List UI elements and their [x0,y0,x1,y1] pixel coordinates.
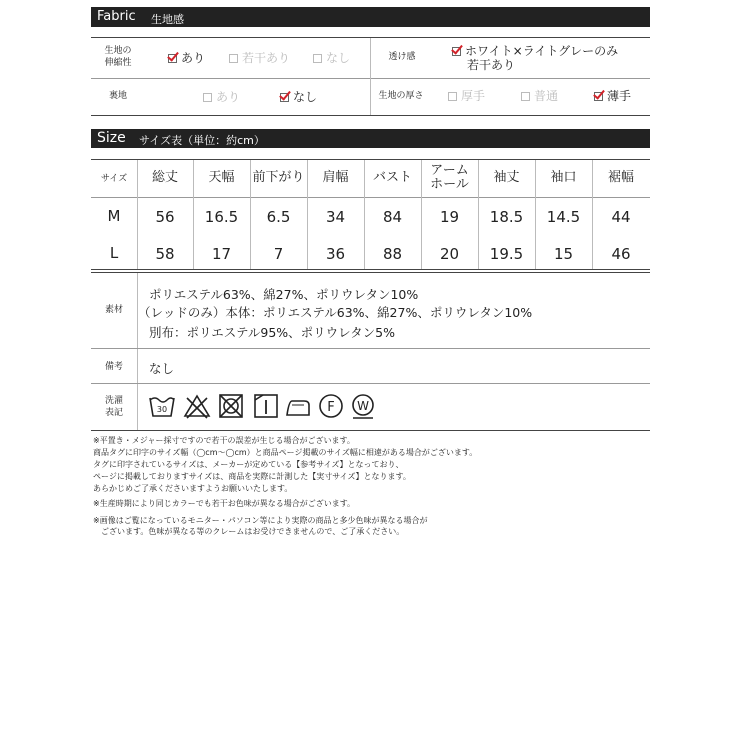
table-cell: 7 [273,245,284,263]
care-label: 洗濯 表記 [104,396,123,418]
note-line: ※画像はご覧になっているモニター・パソコン等により実際の商品と多少色味が異なる場合が [93,516,428,525]
stretch-option-slight: 若干あり [229,51,290,65]
checkbox-empty-icon [448,92,457,101]
note-line: 商品タグに印字のサイズ幅（◯cm〜◯cm）と商品ページ掲載のサイズ幅に相違がある場合がございます。 [93,448,478,457]
stretch-label: 生地の 伸縮性 [104,46,132,68]
table-cell: 20 [439,245,460,263]
thickness-option-thick: 厚手 [448,89,485,103]
col-header-hem: 裾幅 [607,170,634,185]
checkbox-empty-icon [521,92,530,101]
dry-clean-f-icon [317,392,345,420]
col-header-neck-width: 天幅 [208,170,235,185]
lining-option-no: なし [280,90,317,104]
svg-text:W: W [357,399,369,413]
material-line: （レッドのみ）本体：ポリエステル63%、綿27%、ポリウレタン10% [138,305,533,320]
checkbox-checked-icon [280,93,289,102]
checkbox-empty-icon [313,54,322,63]
col-header-size: サイズ [100,174,128,184]
note-line: ※平置き・メジャー採寸ですので若干の誤差が生じる場合がございます。 [93,436,355,445]
table-cell: 36 [325,245,346,263]
stretch-option-none: なし [313,51,350,65]
thickness-label: 生地の厚さ [378,91,424,101]
size-header-en: Size [97,130,126,146]
checkbox-empty-icon [229,54,238,63]
svg-text:F: F [327,400,335,415]
col-header-cuff: 袖口 [550,170,577,185]
size-header-bar [91,129,650,148]
size-header-jp: サイズ表（単位：約cm） [139,134,265,147]
table-cell: 44 [611,208,631,226]
remarks-label: 備考 [104,362,123,372]
table-cell: 84 [382,208,403,226]
note-line: あらかじめご了承くださいますようお願いいたします。 [93,484,293,493]
checkbox-checked-icon [594,92,603,101]
table-cell: 19 [439,208,460,226]
no-bleach-icon [183,392,211,420]
table-cell: 19.5 [489,245,524,263]
thickness-option-normal: 普通 [521,89,558,103]
sheer-option: ホワイト×ライトグレーのみ 若干あり [452,44,618,72]
row-size-label: L [109,244,119,262]
stretch-option-yes: あり [168,51,205,65]
col-header-bust: バスト [372,170,412,185]
material-label: 素材 [104,305,123,315]
fabric-header-bar [91,7,650,27]
thickness-option-thin: 薄手 [594,89,631,103]
table-cell: 15 [553,245,574,263]
col-header-sleeve-length: 袖丈 [493,170,520,185]
fabric-header-en: Fabric [97,9,136,24]
lining-label: 裏地 [108,91,127,101]
table-cell: 46 [611,245,631,263]
material-line: ポリエステル63%、綿27%、ポリウレタン10% [149,287,419,302]
checkbox-checked-icon [452,47,461,56]
hand-wash-30-icon [148,392,176,420]
note-line: ※生産時期により同じカラーでも若干お色味が異なる場合がございます。 [93,499,356,508]
table-cell: 14.5 [546,208,581,226]
table-cell: 56 [155,208,175,226]
checkbox-empty-icon [203,93,212,102]
table-cell: 58 [155,245,175,263]
wet-clean-w-icon [349,392,377,420]
material-line: 別布：ポリエステル95%、ポリウレタン5% [149,325,395,340]
table-cell: 17 [211,245,232,263]
note-line: ございます。色味が異なる等のクレームはお受けできませんので、ご了承ください。 [93,527,405,536]
lining-option-yes: あり [203,90,240,104]
iron-low-icon [284,392,312,420]
checkbox-checked-icon [168,54,177,63]
note-line: ページに掲載しておりますサイズは、商品を実際に計測した【実寸サイズ】となります。 [93,472,411,481]
col-header-shoulder: 肩幅 [322,170,349,185]
col-header-front-drop: 前下がり [252,170,305,185]
svg-text:30: 30 [156,405,168,414]
table-cell: 88 [382,245,403,263]
remarks-value: なし [149,361,175,376]
no-tumble-dry-icon [217,392,245,420]
col-header-armhole: アーム ホール [430,163,469,192]
line-dry-icon [252,392,280,420]
fabric-header-jp: 生地感 [151,13,184,26]
col-header-length: 総丈 [151,170,178,185]
table-cell: 34 [325,208,346,226]
table-cell: 16.5 [204,208,239,226]
note-line: タグに印字されているサイズは、メーカーが定めている【参考サイズ】となっており、 [93,460,404,469]
row-size-label: M [107,207,121,225]
sheer-label: 透け感 [388,52,416,62]
table-cell: 18.5 [489,208,524,226]
table-cell: 6.5 [266,208,291,226]
